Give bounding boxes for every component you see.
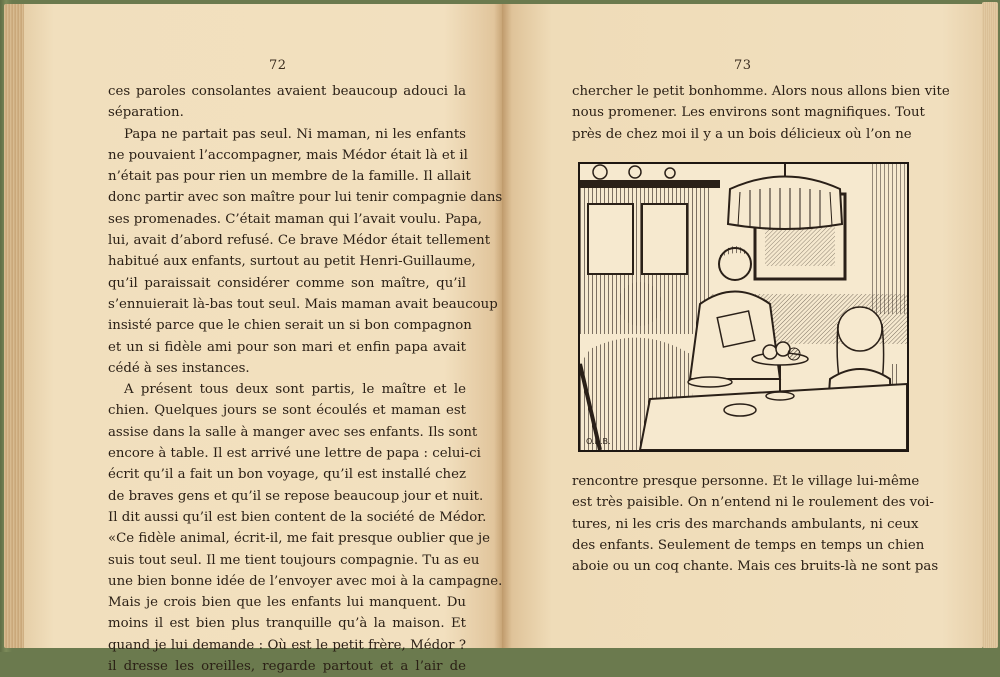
text-line: assise dans la salle à manger avec ses enfants. Ils sont: [108, 424, 478, 440]
text-line: séparation.: [108, 105, 184, 121]
text-line: «Ce fidèle animal, écrit-il, me fait presque oublier que je: [108, 531, 491, 547]
text-line: cédé à ses instances.: [108, 360, 250, 376]
text-line: lui, avait d’abord refusé. Ce brave Médor était tellement: [108, 233, 491, 249]
text-line: rencontre presque personne. Et le village lui-même: [572, 474, 920, 489]
illustration-drawing: [580, 164, 907, 450]
text-line: Mais je crois bien que les enfants lui manquent. Du: [108, 595, 466, 611]
text-line: habitué aux enfants, surtout au petit Henri-Guillaume,: [108, 254, 476, 270]
right-page-text-bottom: [572, 471, 939, 577]
text-line: quand je lui demande : Où est le petit frère, Médor ?: [108, 637, 466, 653]
text-line: écrit qu’il a fait un bon voyage, qu’il est installé chez: [108, 467, 466, 483]
right-page-number: 73: [734, 58, 752, 73]
text-line: suis tout seul. Il me tient toujours compagnie. Tu as eu: [108, 552, 480, 568]
text-line: chercher le petit bonhomme. Alors nous allons bien vite: [572, 84, 950, 99]
text-line: près de chez moi il y a un bois délicieux où l’on ne: [572, 126, 912, 142]
text-line: aboie ou un coq chante. Mais ces bruits-là ne sont pas: [572, 559, 939, 575]
text-line: et un si fidèle ami pour son mari et enfin papa avait: [108, 339, 466, 355]
text-line: tures, ni les cris des marchands ambulants, ni ceux: [572, 516, 919, 532]
text-line: qu’il paraissait considérer comme son maître, qu’il: [108, 275, 466, 291]
text-line: il dresse les oreilles, regarde partout et a l’air de: [108, 659, 466, 675]
dining-room-illustration: [578, 162, 909, 452]
text-line: A présent tous deux sont partis, le maître et le: [124, 382, 466, 398]
text-line: s’ennuierait là-bas tout seul. Mais maman avait beaucoup: [108, 296, 498, 312]
text-line: une bien bonne idée de l’envoyer avec moi à la campagne.: [108, 573, 503, 589]
left-page-number: 72: [269, 58, 287, 73]
text-line: des enfants. Seulement de temps en temps un chien: [572, 537, 925, 553]
text-line: de braves gens et qu’il se repose beaucoup jour et nuit.: [108, 488, 484, 504]
text-line: n’était pas pour rien un membre de la famille. Il allait: [108, 169, 471, 185]
text-line: ses promenades. C’était maman qui l’avait voulu. Papa,: [108, 211, 482, 227]
text-line: moins il est bien plus tranquille qu’à la maison. Et: [108, 616, 466, 632]
left-page: [24, 4, 503, 675]
text-line: nous promener. Les environs sont magnifiques. Tout: [572, 105, 925, 121]
left-page-edges: [4, 4, 26, 648]
right-page-text-top: [572, 81, 950, 145]
text-line: donc partir avec son maître pour lui tenir compagnie dans: [108, 190, 503, 206]
text-line: ces paroles consolantes avaient beaucoup adouci la: [108, 84, 466, 99]
right-page-edges: [982, 2, 998, 648]
text-line: est très paisible. On n’entend ni le roulement des voi-: [572, 495, 934, 511]
illustration-signature: O.B.B.: [586, 437, 611, 446]
left-page-text: [108, 81, 503, 677]
text-line: Il dit aussi qu’il est bien content de la société de Médor.: [108, 509, 487, 525]
text-line: insisté parce que le chien serait un si bon compagnon: [108, 318, 472, 334]
text-line: chien. Quelques jours se sont écoulés et maman est: [108, 403, 466, 419]
right-page: [502, 4, 982, 648]
text-line: encore à table. Il est arrivé une lettre de papa : celui-ci: [108, 446, 481, 462]
text-line: ne pouvaient l’accompagner, mais Médor était là et il: [108, 147, 468, 163]
text-line: Papa ne partait pas seul. Ni maman, ni les enfants: [124, 126, 466, 142]
